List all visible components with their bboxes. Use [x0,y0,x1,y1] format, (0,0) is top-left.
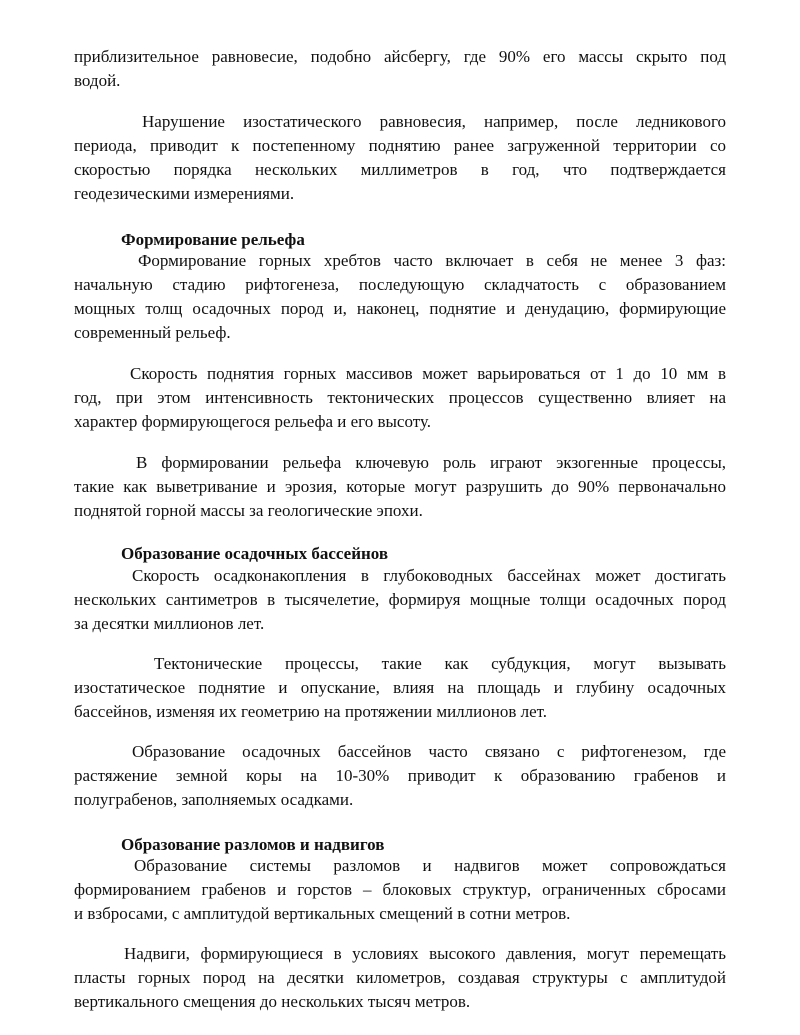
text-line: такие как выветривание и эрозия, которые могут разрушить до 90% первоначально [74,477,726,496]
paragraph [74,249,726,345]
text-line: мощных толщ осадочных пород и, наконец, поднятие и денудацию, формирующие [74,299,726,318]
text-line: В формировании рельефа ключевую роль играют экзогенные процессы, [136,453,726,472]
paragraph [74,854,726,926]
text-line: Образование осадочных бассейнов часто связано с рифтогенезом, где [132,742,726,761]
text-line: год, при этом интенсивность тектонических процессов существенно влияет на [74,388,726,407]
text-line: Скорость осадконакопления в глубоководных бассейнах может достигать [132,566,726,585]
text-line: Тектонические процессы, такие как субдукция, могут вызывать [154,654,726,673]
text-line: современный рельеф. [74,323,231,342]
text-line: пласты горных пород на десятки километров, создавая структуры с амплитудой [74,968,726,987]
text-line: водой. [74,71,121,90]
section-heading: Образование осадочных бассейнов [121,544,389,563]
paragraph [74,942,726,1014]
text-line: геодезическими измерениями. [74,184,295,203]
text-line: нескольких сантиметров в тысячелетие, формируя мощные толщи осадочных пород [74,590,726,609]
text-line: Надвиги, формирующиеся в условиях высокого давления, могут перемещать [124,944,726,963]
paragraph [74,45,726,93]
text-line: начальную стадию рифтогенеза, последующую складчатость с образованием [74,275,726,294]
text-line: скоростью порядка нескольких миллиметров в год, что подтверждается [74,160,726,179]
text-line: формированием грабенов и горстов – блоковых структур, ограниченных сбросами [74,880,726,899]
section-heading: Формирование рельефа [121,230,305,249]
text-line: приблизительное равновесие, подобно айсбергу, где 90% его массы скрыто под [74,47,726,66]
paragraph [74,740,726,812]
text-line: Скорость поднятия горных массивов может варьироваться от 1 до 10 мм в [130,364,726,383]
paragraph [74,451,726,523]
text-line: бассейнов, изменяя их геометрию на протяжении миллионов лет. [74,702,548,721]
text-line: Образование системы разломов и надвигов может сопровождаться [134,856,726,875]
paragraph [74,564,726,636]
text-line: Формирование горных хребтов часто включает в себя не менее 3 фаз: [138,251,726,270]
text-line: полуграбенов, заполняемых осадками. [74,790,354,809]
text-line: поднятой горной массы за геологические эпохи. [74,501,423,520]
paragraph [74,110,726,206]
text-line: периода, приводит к постепенному поднятию ранее загруженной территории со [74,136,726,155]
text-line: растяжение земной коры на 10-30% приводит к образованию грабенов и [74,766,726,785]
text-line: вертикального смещения до нескольких тысяч метров. [74,992,471,1011]
paragraph [74,652,726,724]
text-line: и взбросами, с амплитудой вертикальных смещений в сотни метров. [74,904,571,923]
text-line: Нарушение изостатического равновесия, например, после ледникового [142,112,726,131]
paragraph [74,362,726,434]
text-line: изостатическое поднятие и опускание, влияя на площадь и глубину осадочных [74,678,726,697]
text-line: характер формирующегося рельефа и его высоту. [74,412,431,431]
section-heading: Образование разломов и надвигов [121,835,385,854]
text-line: за десятки миллионов лет. [74,614,265,633]
